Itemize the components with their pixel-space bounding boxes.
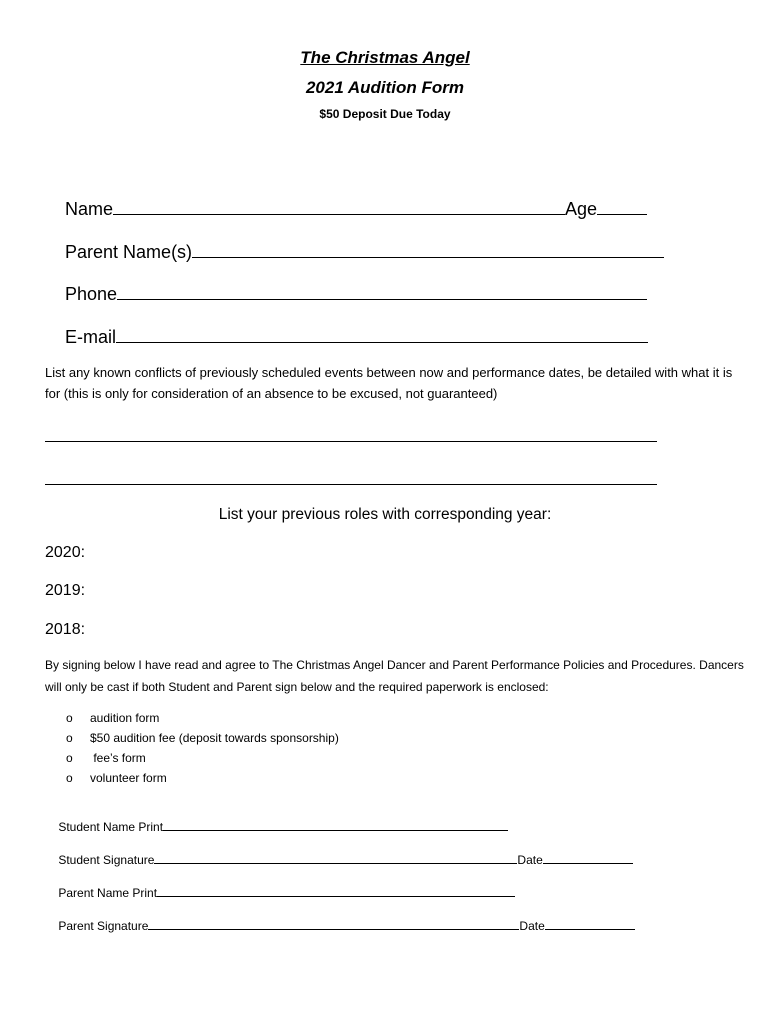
age-label: Age — [565, 199, 598, 219]
parent-name-field[interactable] — [192, 242, 664, 258]
phone-label: Phone — [65, 284, 118, 304]
year-2019-label: 2019: — [45, 582, 86, 599]
list-item-label: audition form — [90, 711, 160, 725]
bullet-icon: o — [66, 751, 73, 765]
parent-name-print-field[interactable] — [157, 884, 515, 897]
email-label: E-mail — [65, 327, 117, 347]
email-row — [45, 306, 648, 369]
roles-heading: List your previous roles with corresponding year: — [218, 506, 552, 523]
parent-signature-field[interactable] — [148, 917, 519, 930]
year-2018-label: 2018: — [45, 621, 86, 638]
bullet-icon: o — [66, 771, 73, 785]
deposit-notice: $50 Deposit Due Today — [319, 107, 451, 121]
year-2020-label: 2020: — [45, 544, 86, 561]
email-field[interactable] — [116, 327, 648, 343]
list-item-label: volunteer form — [90, 771, 167, 785]
bullet-icon: o — [66, 731, 73, 745]
phone-field[interactable] — [117, 284, 647, 300]
form-title: The Christmas Angel — [300, 48, 470, 67]
student-name-print-label: Student Name Print — [58, 820, 164, 834]
required-paperwork-list — [66, 708, 339, 788]
agreement-text: By signing below I have read and agree to The Christmas Angel Dancer and Parent Performance Policies and Procedures. Dancers will only be cast if both Student and Parent sign below and the required paperwork is enclosed: — [45, 658, 744, 694]
list-item — [66, 708, 339, 728]
name-field[interactable] — [113, 199, 565, 215]
conflicts-line-1[interactable] — [45, 441, 657, 442]
student-name-print-field[interactable] — [163, 818, 508, 831]
list-item — [66, 748, 339, 768]
student-signature-field[interactable] — [154, 851, 517, 864]
list-item — [66, 728, 339, 748]
conflicts-instructions: List any known conflicts of previously scheduled events between now and performance dates, be detailed with what it is for (this is only for consideration of an absence to be excused, not guaranteed) — [45, 365, 733, 401]
student-date-field[interactable] — [543, 851, 633, 864]
parent-signature-row — [45, 903, 635, 947]
name-label: Name — [65, 199, 114, 219]
list-item — [66, 768, 339, 788]
list-item-label: fee’s form — [90, 751, 146, 765]
age-field[interactable] — [597, 199, 647, 215]
form-subtitle: 2021 Audition Form — [305, 78, 465, 97]
student-date-label: Date — [517, 853, 543, 867]
student-signature-label: Student Signature — [58, 853, 155, 867]
parent-date-label: Date — [519, 919, 545, 933]
list-item-label: $50 audition fee (deposit towards sponsorship) — [90, 731, 339, 745]
bullet-icon: o — [66, 711, 73, 725]
parent-date-field[interactable] — [545, 917, 635, 930]
parent-signature-label: Parent Signature — [58, 919, 149, 933]
parent-name-print-label: Parent Name Print — [58, 886, 158, 900]
conflicts-line-2[interactable] — [45, 484, 657, 485]
parent-name-label: Parent Name(s) — [65, 242, 193, 262]
